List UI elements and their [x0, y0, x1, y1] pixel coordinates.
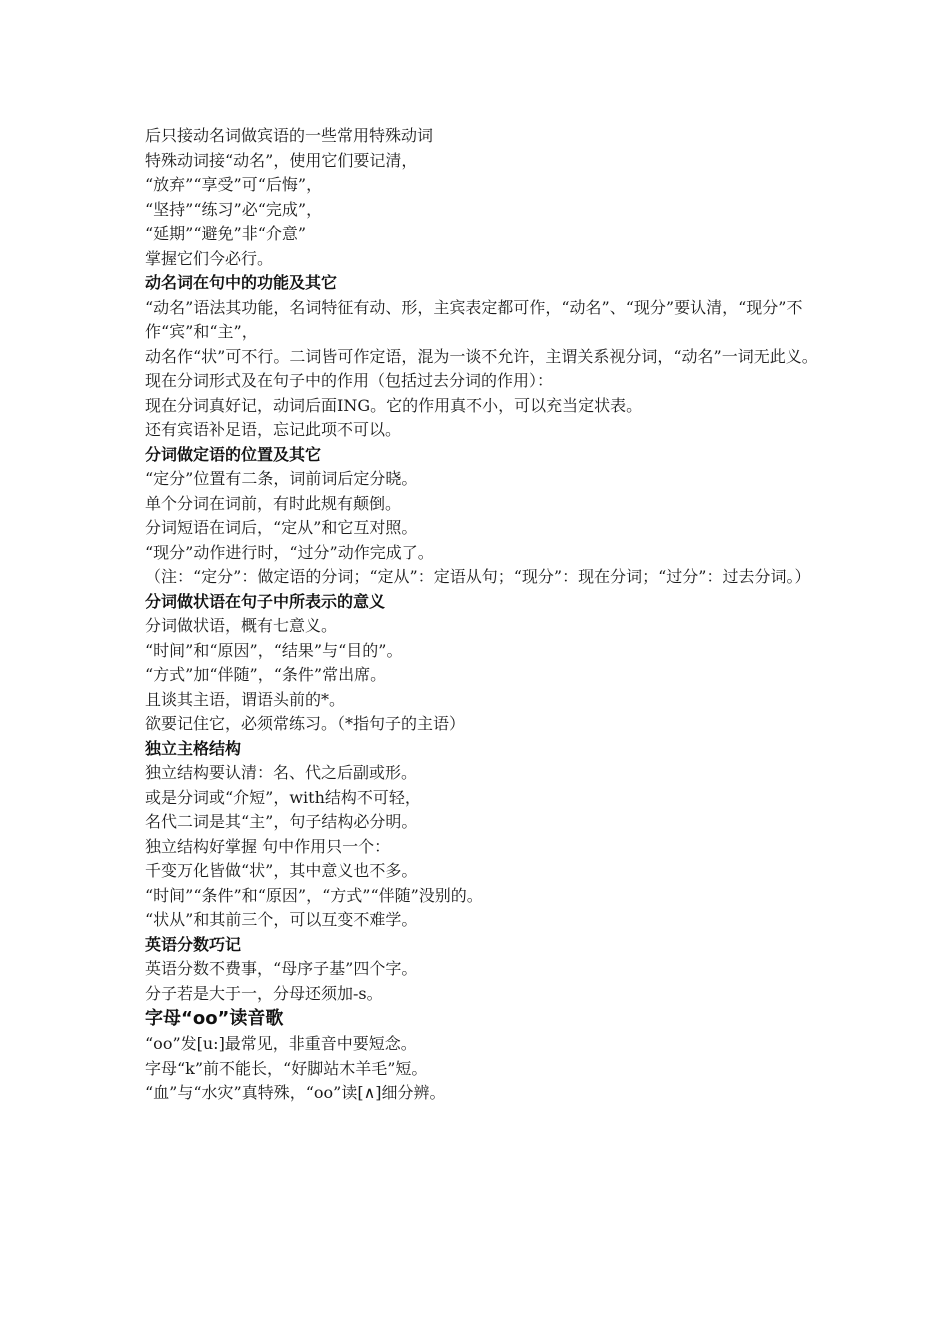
- text-line: 千变万化皆做“状”，其中意义也不多。: [145, 861, 418, 880]
- text-line: 英语分数不费事，“母序子基”四个字。: [145, 959, 418, 978]
- text-line: 掌握它们今必行。: [145, 248, 274, 268]
- section-heading: 分词做定语的位置及其它: [145, 444, 322, 464]
- text-line: 欲要记住它，必须常练习。（*指句子的主语）: [145, 714, 466, 733]
- text-line: “时间”和“原因”，“结果”与“目的”。: [145, 640, 403, 660]
- text-line: “定分”位置有二条，词前词后定分晓。: [145, 469, 418, 488]
- text-line: 独立结构好掌握 句中作用只一个：: [145, 836, 391, 856]
- text-line: 名代二词是其“主”，句子结构必分明。: [145, 812, 418, 831]
- text-line: “血”与“水灾”真特殊，“oo”读[∧]细分辨。: [145, 1083, 446, 1102]
- section-heading: 动名词在句中的功能及其它: [145, 273, 338, 292]
- text-line: 动名作“状”可不行。二词皆可作定语，混为一谈不允许，主谓关系视分词，“动名”一词无此义。: [145, 346, 818, 366]
- text-line: 字母“k”前不能长，“好脚站木羊毛”短。: [145, 1058, 428, 1078]
- text-line: 特殊动词接“动名”，使用它们要记清，: [145, 150, 418, 170]
- text-line: “延期”“避免”非“介意”: [145, 224, 307, 243]
- text-line: “方式”加“伴随”，“条件”常出席。: [145, 665, 387, 684]
- text-line: 且谈其主语，谓语头前的*。: [145, 689, 346, 709]
- text-line: “状从”和其前三个，可以互变不难学。: [145, 910, 418, 929]
- text-line: （注：“定分”：做定语的分词；“定从”：定语从句；“现分”：现在分词；“过分”：过去分词。）: [145, 567, 811, 586]
- text-line: “动名”语法其功能，名词特征有动、形，主宾表定都可作，“动名”、“现分”要认清，“现分”不作“宾”和“主”，: [145, 297, 803, 341]
- text-line: “坚持”“练习”必“完成”，: [145, 199, 323, 219]
- text-line: 还有宾语补足语，忘记此项不可以。: [145, 420, 402, 439]
- document-page: [145, 124, 825, 1106]
- text-line: “放弃”“享受”可“后悔”，: [145, 175, 323, 194]
- text-line: 单个分词在词前，有时此规有颠倒。: [145, 493, 402, 513]
- section-heading: 分词做状语在句子中所表示的意义: [145, 591, 386, 611]
- text-line: 现在分词形式及在句子中的作用（包括过去分词的作用）：: [145, 371, 554, 390]
- text-line: 现在分词真好记，动词后面ING。它的作用真不小，可以充当定状表。: [145, 395, 643, 415]
- text-line: 分词短语在词后，“定从”和它互对照。: [145, 518, 418, 537]
- section-heading: 英语分数巧记: [145, 934, 242, 954]
- text-line: 分子若是大于一，分母还须加-s。: [145, 983, 383, 1003]
- text-line: “时间”“条件”和“原因”，“方式”“伴随”没别的。: [145, 885, 483, 905]
- text-line: 独立结构要认清：名、代之后副或形。: [145, 763, 418, 782]
- section-heading: 字母“oo”读音歌: [145, 1008, 284, 1029]
- text-line: “oo”发[u:]最常见，非重音中要短念。: [145, 1034, 417, 1053]
- text-line: 后只接动名词做宾语的一些常用特殊动词: [145, 126, 434, 145]
- section-heading: 独立主格结构: [145, 738, 242, 758]
- text-line: “现分”动作进行时，“过分”动作完成了。: [145, 542, 434, 562]
- text-line: 分词做状语，概有七意义。: [145, 616, 338, 635]
- text-line: 或是分词或“介短”，with结构不可轻，: [145, 787, 421, 807]
